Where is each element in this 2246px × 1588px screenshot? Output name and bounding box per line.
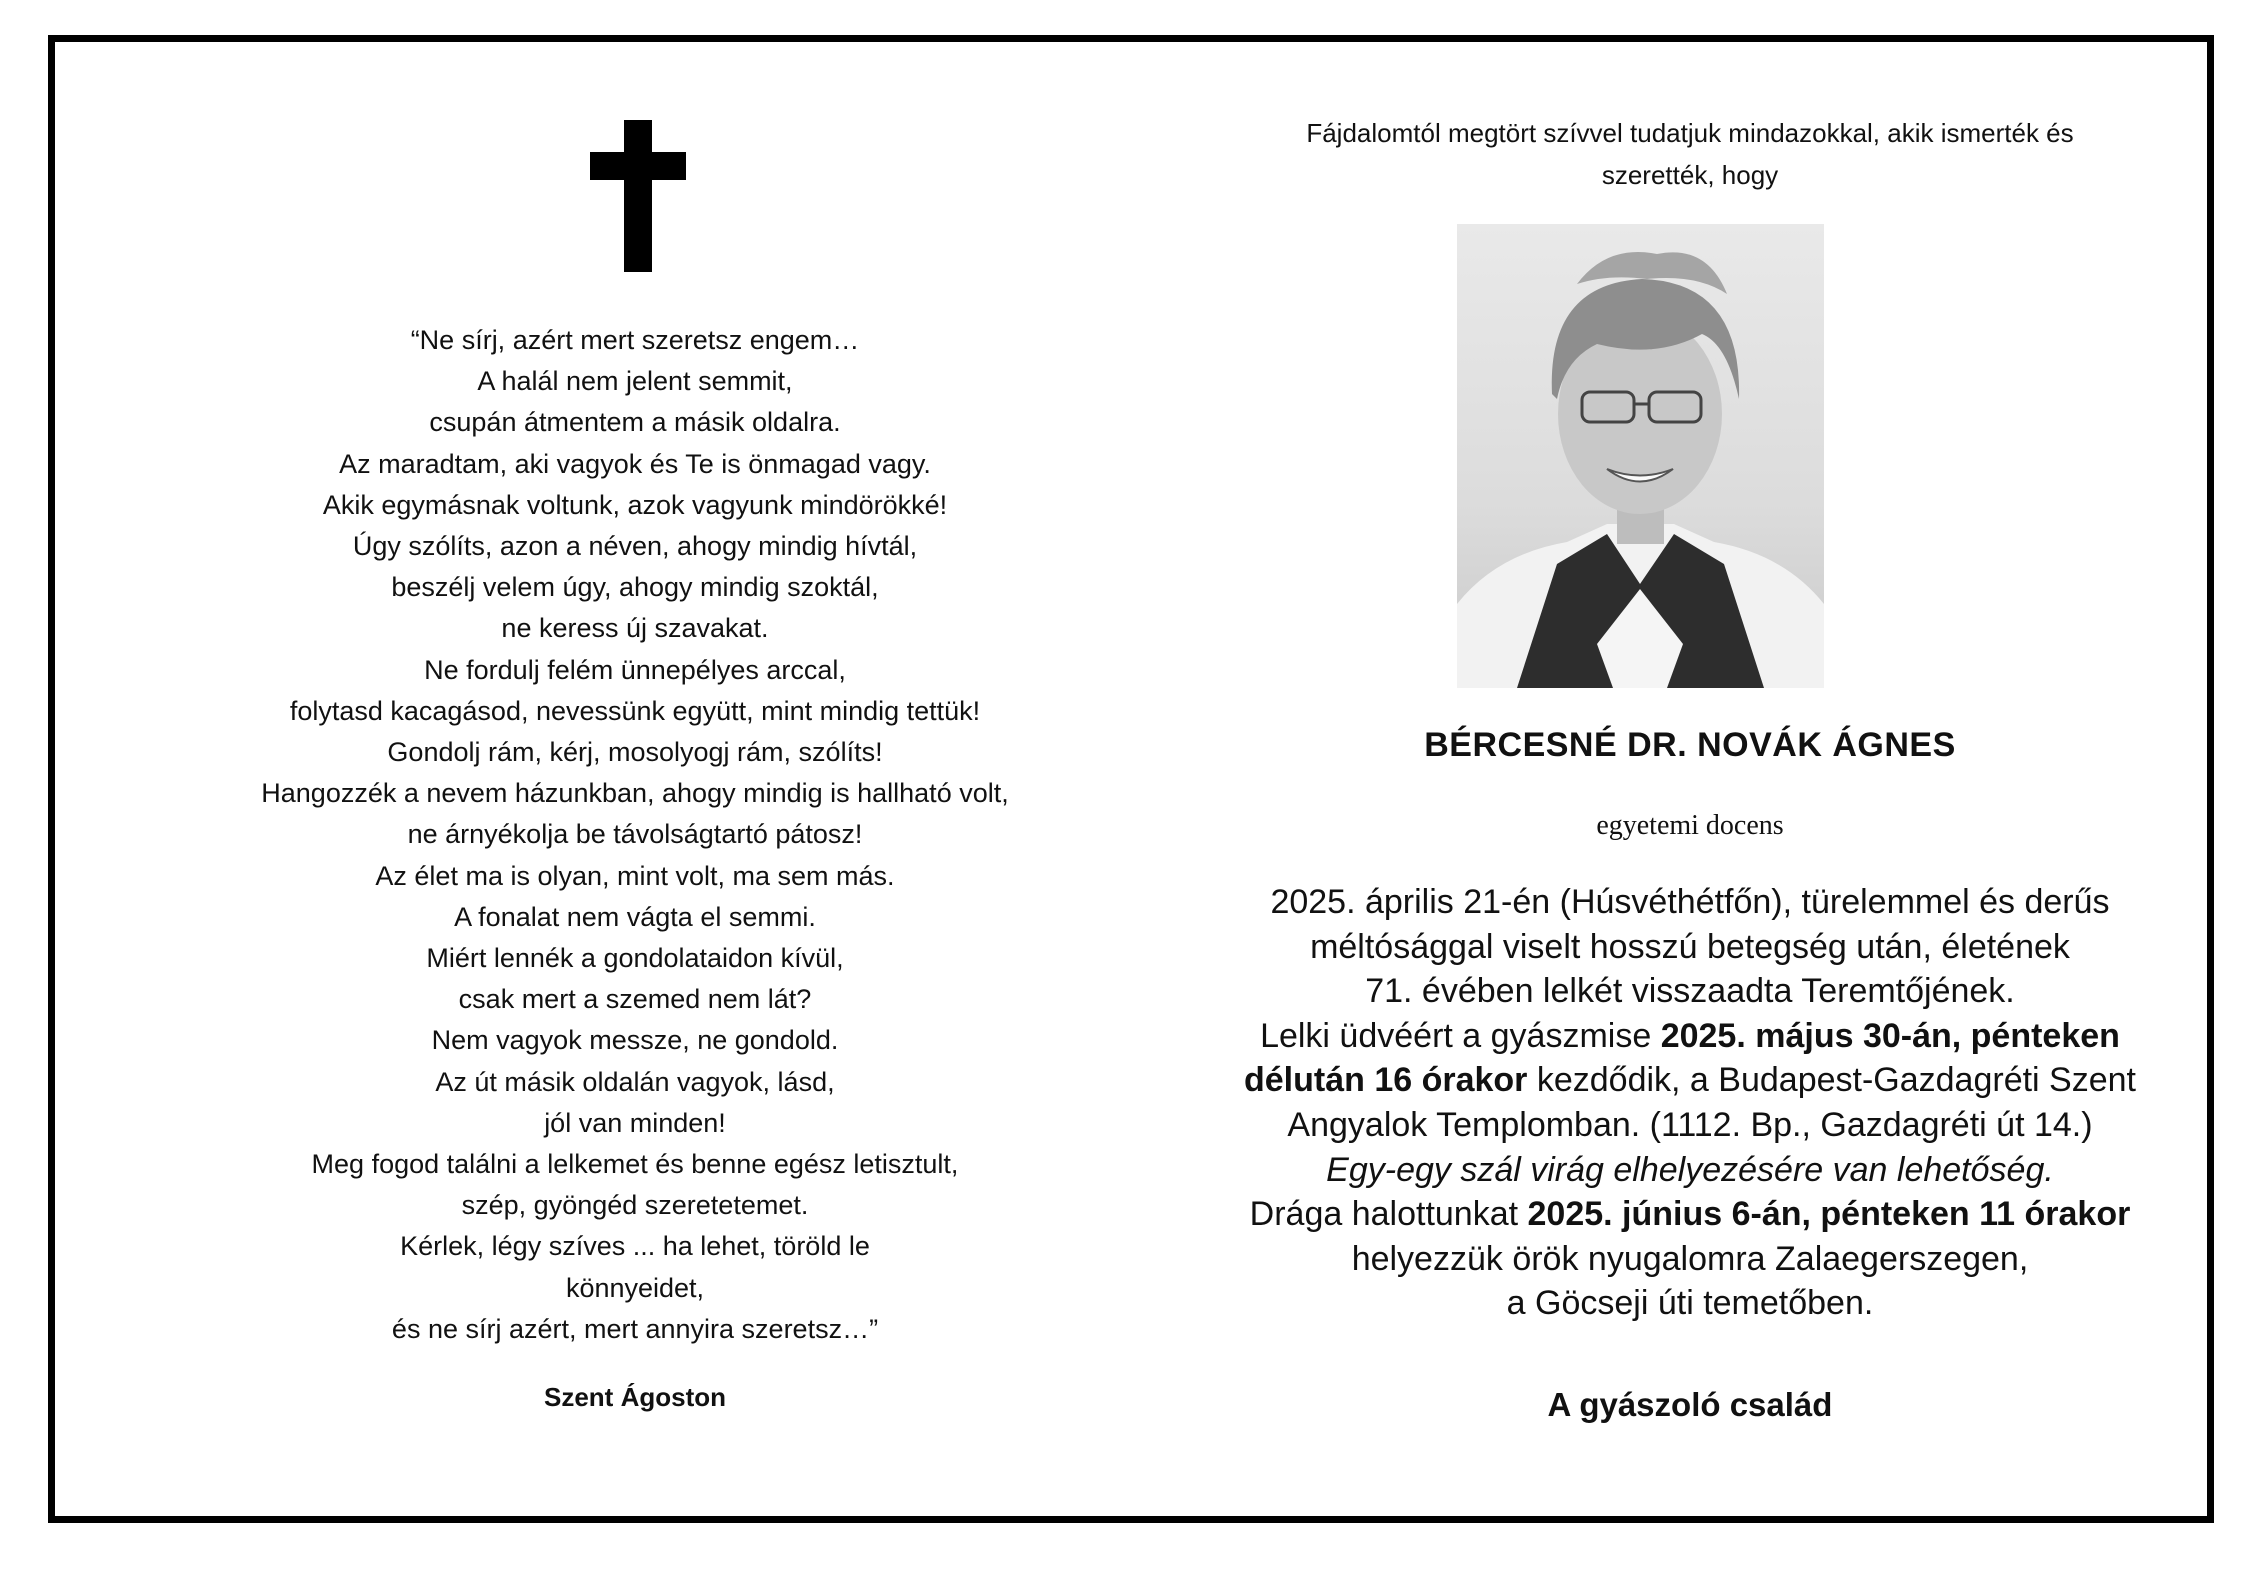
- poem-line: Kérlek, légy szíves ... ha lehet, töröld le: [400, 1231, 870, 1262]
- announcement-line: méltósággal viselt hosszú betegség után, életének: [1310, 927, 2070, 966]
- poem-line: Gondolj rám, kérj, mosolyogj rám, szólíts!: [387, 737, 883, 768]
- mass-intro: Lelki üdvéért a gyászmise: [1260, 1016, 1661, 1055]
- poem-line: könnyeidet,: [565, 1272, 705, 1303]
- cross-icon: [590, 120, 690, 272]
- announcement-line: Angyalok Templomban. (1112. Bp., Gazdagréti út 14.): [1287, 1105, 2093, 1144]
- flower-note: Egy-egy szál virág elhelyezésére van lehetőség.: [1326, 1150, 2054, 1189]
- announcement-line: a Göcseji úti temetőben.: [1506, 1284, 1874, 1323]
- poem-line: jól van minden!: [544, 1107, 726, 1138]
- poem-line: Meg fogod találni a lelkemet és benne egész letisztult,: [311, 1149, 959, 1180]
- announcement-text: [1150, 880, 2230, 1326]
- deceased-name: BÉRCESNÉ DR. NOVÁK ÁGNES: [1424, 726, 1956, 764]
- burial-intro: Drága halottunkat: [1249, 1195, 1528, 1234]
- poem-line: csak mert a szemed nem lát?: [458, 984, 812, 1015]
- poem-line: Az út másik oldalán vagyok, lásd,: [435, 1066, 835, 1097]
- poem-line: A halál nem jelent semmit,: [477, 366, 793, 397]
- deceased-title: egyetemi docens: [1596, 810, 1784, 841]
- poem-line: Az maradtam, aki vagyok és Te is önmagad vagy.: [339, 448, 931, 479]
- poem-line: Nem vagyok messze, ne gondold.: [431, 1025, 839, 1056]
- poem-line: folytasd kacagásod, nevessünk együtt, mint mindig tettük!: [289, 695, 981, 726]
- announcement-line: [1150, 1014, 2230, 1059]
- poem-author: Szent Ágoston: [544, 1382, 726, 1412]
- poem-line: Hangozzék a nevem házunkban, ahogy mindig is hallható volt,: [261, 778, 1009, 809]
- poem-line: csupán átmentem a másik oldalra.: [429, 407, 841, 438]
- announcement-line: 2025. április 21-én (Húsvéthétfőn), türelemmel és derűs: [1270, 883, 2110, 921]
- mass-location: kezdődik, a Budapest-Gazdagréti Szent: [1527, 1061, 2136, 1100]
- poem-line: Az élet ma is olyan, mint volt, ma sem más.: [375, 860, 895, 891]
- portrait-silhouette: [1457, 224, 1824, 688]
- poem-line: ne keress új szavakat.: [501, 613, 769, 644]
- poem: [230, 320, 1040, 1350]
- poem-line: Akik egymásnak voltunk, azok vagyunk mindörökké!: [322, 489, 948, 520]
- poem-line: “Ne sírj, azért mert szeretsz engem…: [410, 325, 860, 355]
- announcement-line: [1150, 1192, 2230, 1237]
- portrait-photo: [1457, 224, 1824, 688]
- poem-line: Miért lennék a gondolataidon kívül,: [426, 943, 844, 974]
- poem-line: ne árnyékolja be távolságtartó pátosz!: [407, 819, 863, 850]
- poem-line: Ne fordulj felém ünnepélyes arccal,: [424, 654, 846, 685]
- poem-line: A fonalat nem vágta el semmi.: [454, 901, 816, 932]
- announcement-line: [1150, 1058, 2230, 1103]
- poem-line: beszélj velem úgy, ahogy mindig szoktál,: [391, 572, 879, 603]
- announcement-line: helyezzük örök nyugalomra Zalaegerszegen,: [1351, 1239, 2029, 1278]
- intro-line: Fájdalomtól megtört szívvel tudatjuk mindazokkal, akik ismerték és: [1306, 118, 2074, 148]
- poem-line: szép, gyöngéd szeretetemet.: [461, 1190, 809, 1221]
- announcement-line: 71. évében lelkét visszaadta Teremtőjének.: [1365, 972, 2015, 1011]
- signature: A gyászoló család: [1547, 1386, 1833, 1423]
- intro-line: szerették, hogy: [1601, 160, 1779, 190]
- intro-text: [1150, 112, 2230, 196]
- announcement-line: [1150, 1148, 2230, 1193]
- burial-date: 2025. június 6-án, pénteken 11 órakor: [1527, 1195, 2131, 1234]
- poem-line: és ne sírj azért, mert annyira szeretsz…”: [391, 1313, 879, 1344]
- mass-date: 2025. május 30-án, pénteken: [1660, 1016, 2120, 1055]
- poem-line: Úgy szólíts, azon a néven, ahogy mindig hívtál,: [352, 531, 918, 562]
- mass-time: délután 16 órakor: [1243, 1061, 1528, 1100]
